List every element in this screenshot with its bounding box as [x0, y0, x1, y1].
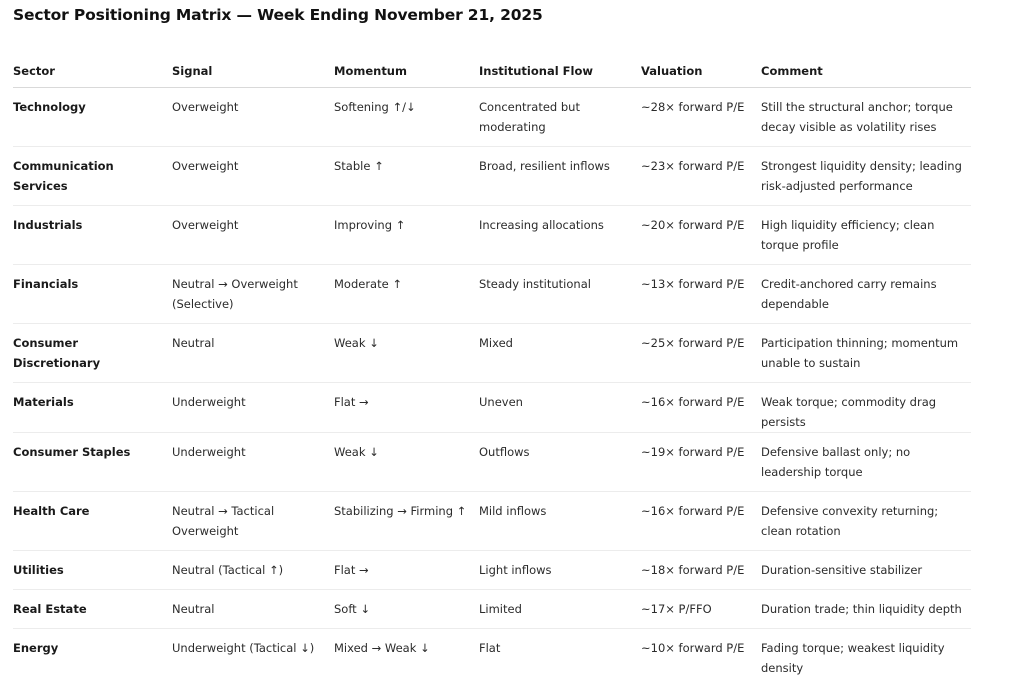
- momentum-cell: [334, 492, 479, 551]
- comment-text: Defensive ballast only; no leadership torque: [761, 433, 971, 482]
- table-row: [13, 88, 971, 147]
- momentum-text: Moderate ↑: [334, 265, 479, 294]
- signal-text: Neutral → Overweight (Selective): [172, 265, 334, 314]
- flow-cell: [479, 629, 641, 678]
- sector-text: Communication Services: [13, 147, 172, 196]
- valuation-text: ~13× forward P/E: [641, 265, 761, 294]
- momentum-cell: [334, 551, 479, 590]
- sector-cell: [13, 492, 172, 551]
- comment-cell: [761, 551, 971, 590]
- momentum-cell: [334, 324, 479, 383]
- sector-cell: [13, 206, 172, 265]
- flow-cell: [479, 206, 641, 265]
- flow-cell: [479, 324, 641, 383]
- comment-cell: [761, 383, 971, 433]
- comment-text: Weak torque; commodity drag persists: [761, 383, 971, 432]
- sector-text: Materials: [13, 383, 172, 412]
- sector-cell: [13, 147, 172, 206]
- momentum-text: Improving ↑: [334, 206, 479, 235]
- header-institutional-flow: Institutional Flow: [479, 64, 641, 88]
- sector-text: Consumer Staples: [13, 433, 172, 462]
- comment-text: Participation thinning; momentum unable to sustain: [761, 324, 971, 373]
- signal-cell: [172, 324, 334, 383]
- signal-text: Neutral: [172, 590, 334, 619]
- flow-text: Outflows: [479, 433, 641, 462]
- table-row: [13, 590, 971, 629]
- table-row: [13, 324, 971, 383]
- momentum-text: Weak ↓: [334, 324, 479, 353]
- table-row: [13, 147, 971, 206]
- signal-cell: [172, 492, 334, 551]
- valuation-text: ~10× forward P/E: [641, 629, 761, 658]
- flow-cell: [479, 492, 641, 551]
- momentum-text: Flat →: [334, 551, 479, 580]
- sector-cell: [13, 88, 172, 147]
- signal-text: Neutral: [172, 324, 334, 353]
- flow-cell: [479, 383, 641, 433]
- header-sector: Sector: [13, 64, 172, 88]
- valuation-cell: [641, 206, 761, 265]
- momentum-cell: [334, 590, 479, 629]
- momentum-text: Flat →: [334, 383, 479, 412]
- sector-text: Technology: [13, 88, 172, 117]
- signal-cell: [172, 88, 334, 147]
- table-row: [13, 551, 971, 590]
- header-signal: Signal: [172, 64, 334, 88]
- flow-text: Mild inflows: [479, 492, 641, 521]
- table-row: [13, 206, 971, 265]
- sector-cell: [13, 383, 172, 433]
- valuation-cell: [641, 492, 761, 551]
- comment-cell: [761, 590, 971, 629]
- flow-text: Increasing allocations: [479, 206, 641, 235]
- table-row: [13, 433, 971, 492]
- table-header-row: [13, 64, 971, 88]
- sector-text: Financials: [13, 265, 172, 294]
- comment-text: Strongest liquidity density; leading risk-adjusted performance: [761, 147, 971, 196]
- flow-text: Flat: [479, 629, 641, 658]
- momentum-text: Stable ↑: [334, 147, 479, 176]
- header-comment: Comment: [761, 64, 971, 88]
- signal-text: Overweight: [172, 147, 334, 176]
- flow-cell: [479, 88, 641, 147]
- comment-text: Fading torque; weakest liquidity density: [761, 629, 971, 678]
- sector-cell: [13, 324, 172, 383]
- comment-cell: [761, 147, 971, 206]
- valuation-text: ~16× forward P/E: [641, 383, 761, 412]
- momentum-cell: [334, 147, 479, 206]
- flow-text: Steady institutional: [479, 265, 641, 294]
- sector-cell: [13, 433, 172, 492]
- comment-text: Duration-sensitive stabilizer: [761, 551, 971, 580]
- table-row: [13, 492, 971, 551]
- signal-text: Overweight: [172, 88, 334, 117]
- sector-text: Real Estate: [13, 590, 172, 619]
- valuation-cell: [641, 147, 761, 206]
- comment-text: High liquidity efficiency; clean torque profile: [761, 206, 971, 255]
- sector-text: Consumer Discretionary: [13, 324, 172, 373]
- flow-text: Uneven: [479, 383, 641, 412]
- table-row: [13, 383, 971, 433]
- signal-cell: [172, 147, 334, 206]
- valuation-text: ~16× forward P/E: [641, 492, 761, 521]
- flow-cell: [479, 551, 641, 590]
- flow-cell: [479, 433, 641, 492]
- momentum-text: Weak ↓: [334, 433, 479, 462]
- signal-cell: [172, 433, 334, 492]
- signal-cell: [172, 551, 334, 590]
- sector-text: Utilities: [13, 551, 172, 580]
- flow-text: Broad, resilient inflows: [479, 147, 641, 176]
- valuation-cell: [641, 324, 761, 383]
- sector-cell: [13, 551, 172, 590]
- signal-text: Underweight: [172, 433, 334, 462]
- valuation-text: ~18× forward P/E: [641, 551, 761, 580]
- momentum-text: Mixed → Weak ↓: [334, 629, 479, 658]
- comment-cell: [761, 88, 971, 147]
- signal-cell: [172, 629, 334, 678]
- momentum-cell: [334, 206, 479, 265]
- momentum-cell: [334, 433, 479, 492]
- flow-cell: [479, 147, 641, 206]
- comment-text: Duration trade; thin liquidity depth: [761, 590, 971, 619]
- momentum-cell: [334, 629, 479, 678]
- sector-text: Industrials: [13, 206, 172, 235]
- momentum-cell: [334, 88, 479, 147]
- sector-text: Health Care: [13, 492, 172, 521]
- signal-text: Overweight: [172, 206, 334, 235]
- comment-cell: [761, 206, 971, 265]
- valuation-cell: [641, 629, 761, 678]
- comment-text: Still the structural anchor; torque decay visible as volatility rises: [761, 88, 971, 137]
- sector-text: Energy: [13, 629, 172, 658]
- table-row: [13, 265, 971, 324]
- signal-text: Neutral (Tactical ↑): [172, 551, 334, 580]
- comment-cell: [761, 433, 971, 492]
- valuation-text: ~19× forward P/E: [641, 433, 761, 462]
- comment-cell: [761, 324, 971, 383]
- flow-text: Limited: [479, 590, 641, 619]
- flow-cell: [479, 590, 641, 629]
- flow-cell: [479, 265, 641, 324]
- valuation-text: ~17× P/FFO: [641, 590, 761, 619]
- flow-text: Concentrated but moderating: [479, 88, 641, 137]
- signal-cell: [172, 590, 334, 629]
- comment-cell: [761, 265, 971, 324]
- sector-cell: [13, 265, 172, 324]
- comment-text: Credit-anchored carry remains dependable: [761, 265, 971, 314]
- comment-cell: [761, 492, 971, 551]
- signal-text: Underweight (Tactical ↓): [172, 629, 334, 658]
- valuation-text: ~25× forward P/E: [641, 324, 761, 353]
- page-title: Sector Positioning Matrix — Week Ending November 21, 2025: [13, 6, 543, 24]
- momentum-text: Stabilizing → Firming ↑: [334, 492, 479, 521]
- signal-text: Neutral → Tactical Overweight: [172, 492, 334, 541]
- signal-text: Underweight: [172, 383, 334, 412]
- momentum-text: Soft ↓: [334, 590, 479, 619]
- comment-text: Defensive convexity returning; clean rotation: [761, 492, 971, 541]
- valuation-cell: [641, 265, 761, 324]
- sector-cell: [13, 629, 172, 678]
- header-valuation: Valuation: [641, 64, 761, 88]
- header-momentum: Momentum: [334, 64, 479, 88]
- flow-text: Mixed: [479, 324, 641, 353]
- valuation-cell: [641, 433, 761, 492]
- valuation-text: ~28× forward P/E: [641, 88, 761, 117]
- valuation-cell: [641, 383, 761, 433]
- flow-text: Light inflows: [479, 551, 641, 580]
- momentum-text: Softening ↑/↓: [334, 88, 479, 117]
- valuation-cell: [641, 551, 761, 590]
- signal-cell: [172, 383, 334, 433]
- comment-cell: [761, 629, 971, 678]
- signal-cell: [172, 206, 334, 265]
- valuation-text: ~20× forward P/E: [641, 206, 761, 235]
- sector-cell: [13, 590, 172, 629]
- table-row: [13, 629, 971, 678]
- momentum-cell: [334, 265, 479, 324]
- signal-cell: [172, 265, 334, 324]
- momentum-cell: [334, 383, 479, 433]
- sector-matrix-table: [13, 64, 971, 678]
- valuation-text: ~23× forward P/E: [641, 147, 761, 176]
- valuation-cell: [641, 590, 761, 629]
- valuation-cell: [641, 88, 761, 147]
